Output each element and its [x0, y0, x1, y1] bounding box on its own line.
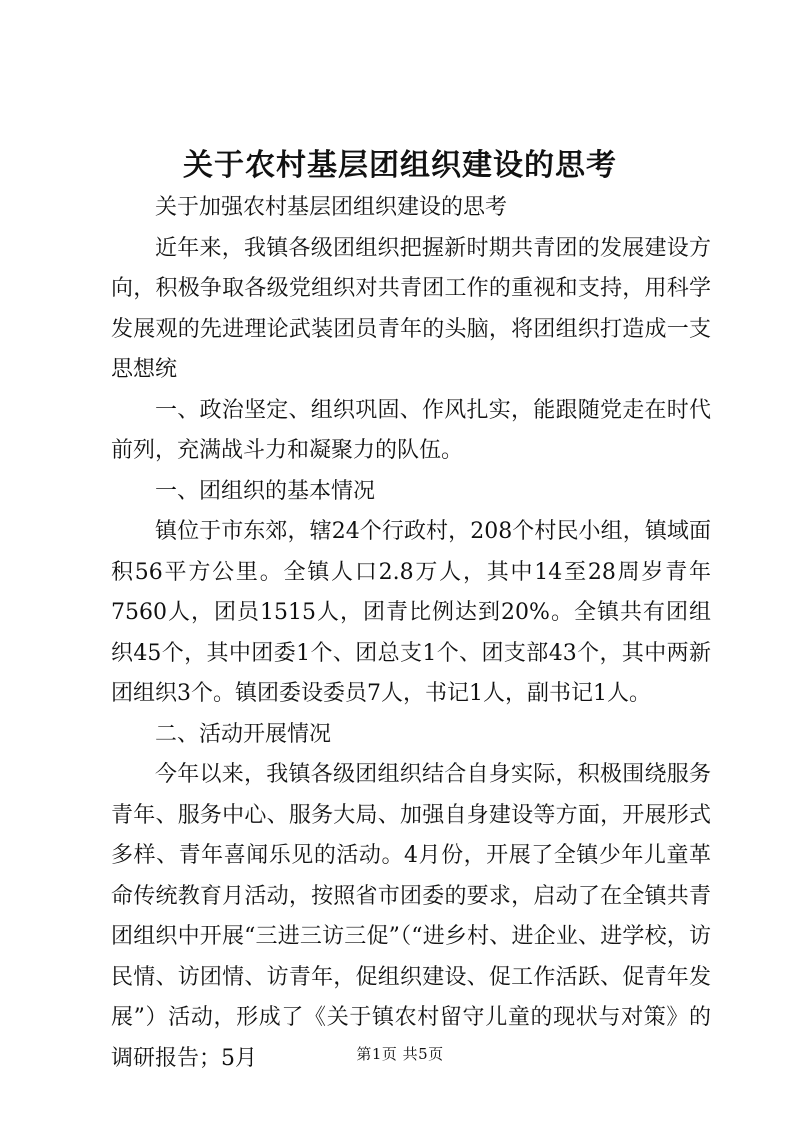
- document-body: [111, 188, 711, 1079]
- section-heading-basic-info: 一、团组织的基本情况: [155, 478, 376, 504]
- page-footer: 第1页 共5页: [356, 1045, 444, 1063]
- paragraph-intro-continued: 一、政治坚定、组织巩固、作风扎实，能跟随党走在时代前列，充满战斗力和凝聚力的队伍。: [111, 397, 711, 463]
- paragraph-intro: 近年来，我镇各级团组织把握新时期共青团的发展建设方向，积极争取各级党组织对共青团工作的重视和支持，用科学发展观的先进理论武装团员青年的头脑，将团组织打造成一支思想统: [111, 235, 711, 382]
- paragraph-activities: 今年以来，我镇各级团组织结合自身实际，积极围绕服务青年、服务中心、服务大局、加强自身建设等方面，开展形式多样、青年喜闻乐见的活动。4月份，开展了全镇少年儿童革命传统教育月活动，按照省市团委的要求，启动了在全镇共青团组织中开展“三进三访三促”（“进乡村、进企业、进学校，访民情、访团情、访青年，促组织建设、促工作活跃、促青年发展”）活动，形成了《关于镇农村留守儿童的现状与对策》的调研报告；5月: [111, 762, 711, 1071]
- section-heading-activities: 二、活动开展情况: [155, 721, 332, 747]
- paragraph-subtitle: 关于加强农村基层团组织建设的思考: [155, 195, 508, 220]
- document-title: 关于农村基层团组织建设的思考: [183, 148, 617, 183]
- paragraph-basic-info: 镇位于市东郊，辖24个行政村，208个村民小组，镇域面积56平方公里。全镇人口2.8万人，其中14至28周岁青年7560人，团员1515人，团青比例达到20%。全镇共有团组织45个，其中团委1个、团总支1个、团支部43个，其中两新团组织3个。镇团委设委员7人，书记1人，副书记1人。: [111, 519, 711, 706]
